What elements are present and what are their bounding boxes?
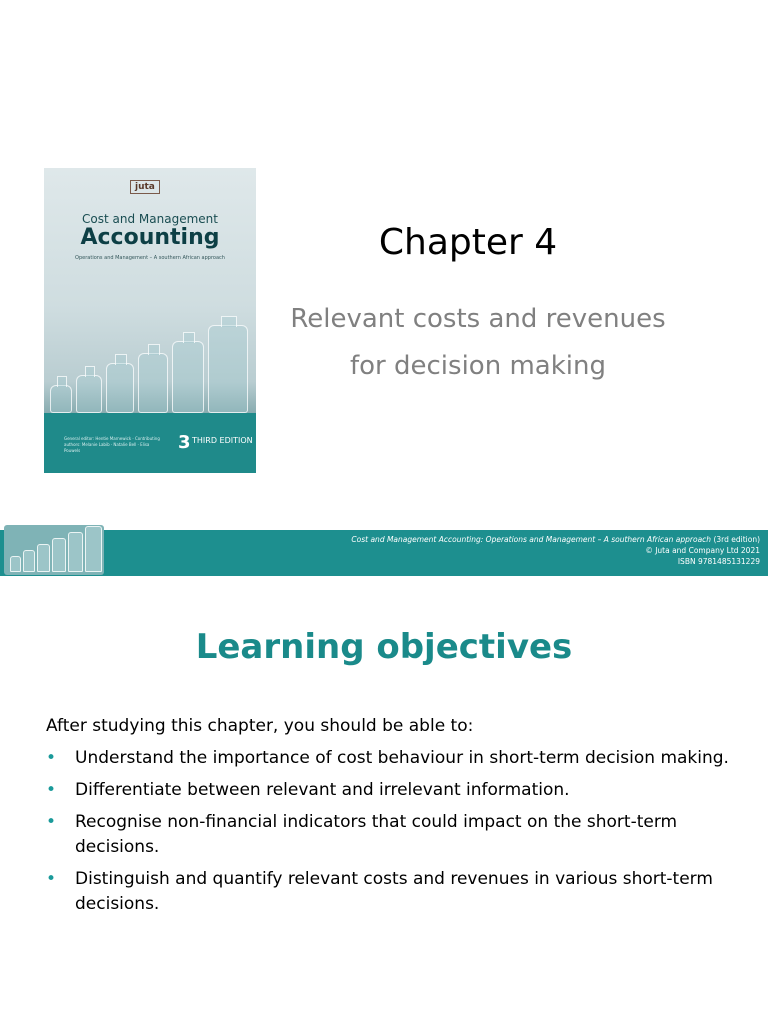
chapter-subtitle [268, 296, 688, 390]
bottle-icon [85, 526, 102, 572]
chapter-subtitle-line2: for decision making [350, 351, 606, 381]
objective-text: Distinguish and quantify relevant costs and revenues in various short-term decisions. [75, 869, 713, 914]
objectives-slide [0, 576, 768, 1024]
bottle-icon [52, 538, 66, 572]
bottle-icon [23, 550, 35, 572]
bottle-icon [68, 532, 83, 572]
cover-title-line1: Cost and Management [82, 212, 218, 226]
objectives-title: Learning objectives [195, 627, 573, 667]
cover-edition-number: 3 [178, 432, 191, 453]
cover-subtitle: Operations and Management – A southern African approach [75, 255, 225, 261]
bottle-icon [208, 325, 248, 413]
bullet-icon: • [46, 780, 57, 800]
objective-text: Understand the importance of cost behaviour in short-term decision making. [75, 748, 729, 768]
bullet-icon: • [46, 869, 57, 889]
bullet-icon: • [46, 812, 57, 832]
objectives-intro: After studying this chapter, you should be able to: [46, 716, 474, 736]
cover-edition-text: THIRD EDITION [192, 436, 253, 445]
bullet-icon: • [46, 748, 57, 768]
bottle-icon [10, 556, 21, 572]
list-item [46, 746, 736, 771]
book-title-credit: Cost and Management Accounting: Operations and Management – A southern African approach [351, 535, 712, 544]
bottle-icon [106, 363, 134, 413]
publisher-logo: juta [130, 180, 160, 194]
objective-text: Recognise non-financial indicators that could impact on the short-term decisions. [75, 812, 678, 857]
bottle-icon [172, 341, 204, 413]
bottle-icon [138, 353, 168, 413]
isbn-credit: ISBN 9781485131229 [677, 557, 760, 566]
chapter-title: Chapter 4 [378, 222, 558, 263]
bottle-icon [50, 385, 72, 413]
footer-credits [351, 534, 760, 567]
cover-title-line2: Accounting [80, 225, 220, 250]
bottle-icon [76, 375, 102, 413]
list-item [46, 810, 736, 860]
objective-text: Differentiate between relevant and irrelevant information. [75, 780, 570, 800]
cover-editors: General editor: Hentie Marnewick · Contributing authors: Melanie Labib · Natalie Bell · Elisa Pouwels [64, 436, 160, 453]
bottle-icon [37, 544, 50, 572]
edition-credit: (3rd edition) [713, 535, 760, 544]
objectives-list [46, 746, 736, 924]
list-item [46, 778, 736, 803]
bottles-thumbnail [4, 525, 104, 575]
list-item [46, 867, 736, 917]
copyright-credit: © Juta and Company Ltd 2021 [645, 546, 760, 555]
chapter-subtitle-line1: Relevant costs and revenues [290, 304, 666, 334]
book-cover-image [44, 168, 256, 473]
